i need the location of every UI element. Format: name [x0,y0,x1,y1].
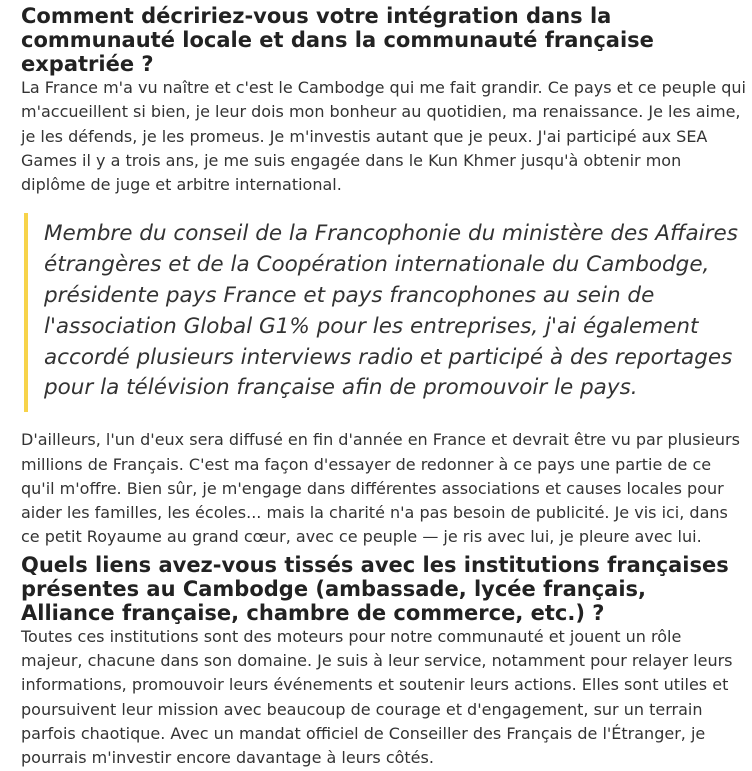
answer-paragraph-integration: La France m'a vu naître et c'est le Cambodge qui me fait grandir. Ce pays et ce peuple qui m'accueillent si bien, je leur dois mon bonheur au quotidien, ma renaissance. Je les aime, je les défends, je les promeus. Je m'investis autant que je peux. J'ai participé aux SEA Games il y a trois ans, je me suis engagée dans le Kun Khmer jusqu'à obtenir mon diplôme de juge et arbitre international. [21,78,746,195]
answer-paragraph-continued: D'ailleurs, l'un d'eux sera diffusé en fin d'année en France et devrait être vu par plusieurs millions de Français. C'est ma façon d'essayer de redonner à ce pays une partie de ce qu'il m'offre. Bien sûr, je m'engage dans différentes associations et causes locales pour aider les familles, les écoles... mais la charité n'a pas besoin de publicité. Je vis ici, dans ce petit Royaume au grand cœur, avec ce peuple — je ris avec lui, je pleure avec lui. [21,430,740,547]
question-heading-integration: Comment décririez-vous votre intégration dans la communauté locale et dans la communauté française expatriée ? [21,4,654,76]
pull-quote: Membre du conseil de la Francophonie du ministère des Affaires étrangères et de la Coopération internationale du Cambodge, présidente pays France et pays francophones au sein de l'association Global G1% pour les entreprises, j'ai également accordé plusieurs interviews radio et participé à des reportages pour la télévision française afin de promouvoir le pays. [24,213,746,412]
answer-paragraph-institutions: Toutes ces institutions sont des moteurs pour notre communauté et jouent un rôle majeur, chacune dans son domaine. Je suis à leur service, notamment pour relayer leurs informations, promouvoir leurs événements et soutenir leurs actions. Elles sont utiles et poursuivent leur mission avec beaucoup de courage et d'engagement, sur un terrain parfois chaotique. Avec un mandat officiel de Conseiller des Français de l'Étranger, je pourrais m'investir encore davantage à leurs côtés. [21,626,733,768]
question-heading-institutions: Quels liens avez-vous tissés avec les institutions françaises présentes au Cambodge (ambassade, lycée français, Alliance française, chambre de commerce, etc.) ? [21,552,729,625]
